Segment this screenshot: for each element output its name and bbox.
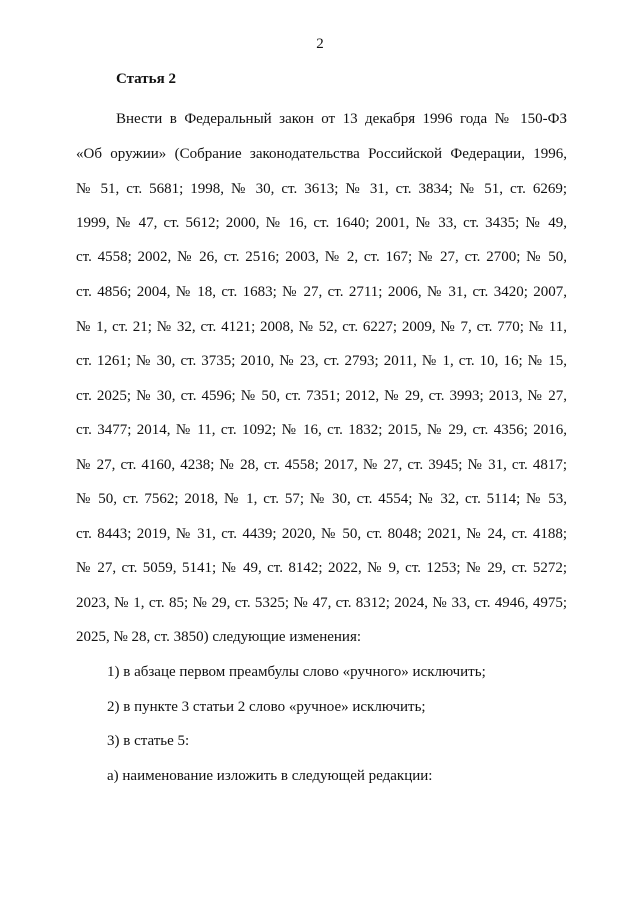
body-line: ст. 1261; № 30, ст. 3735; 2010, № 23, ст. 2793; 2011, № 1, ст. 10, 16; № 15, — [76, 353, 567, 369]
body-line: 1999, № 47, ст. 5612; 2000, № 16, ст. 1640; 2001, № 33, ст. 3435; № 49, — [76, 215, 567, 231]
body-line: ст. 8443; 2019, № 31, ст. 4439; 2020, № 50, ст. 8048; 2021, № 24, ст. 4188; — [76, 526, 567, 542]
list-item: 1) в абзаце первом преамбулы слово «ручного» исключить; — [107, 664, 486, 680]
body-line: «Об оружии» (Собрание законодательства Российской Федерации, 1996, — [76, 146, 567, 162]
list-item: 2) в пункте 3 статьи 2 слово «ручное» исключить; — [107, 699, 426, 715]
body-line: № 27, ст. 4160, 4238; № 28, ст. 4558; 2017, № 27, ст. 3945; № 31, ст. 4817; — [76, 457, 567, 473]
list-item: 3) в статье 5: — [107, 733, 190, 749]
body-line: 2023, № 1, ст. 85; № 29, ст. 5325; № 47, ст. 8312; 2024, № 33, ст. 4946, 4975; — [76, 595, 567, 611]
body-line: № 50, ст. 7562; 2018, № 1, ст. 57; № 30, ст. 4554; № 32, ст. 5114; № 53, — [76, 491, 567, 507]
body-line: Внести в Федеральный закон от 13 декабря 1996 года № 150-ФЗ — [116, 111, 567, 127]
body-line: № 1, ст. 21; № 32, ст. 4121; 2008, № 52, ст. 6227; 2009, № 7, ст. 770; № 11, — [76, 319, 567, 335]
body-line: 2025, № 28, ст. 3850) следующие изменения: — [76, 629, 362, 645]
article-title: Статья 2 — [116, 71, 176, 87]
body-line: № 27, ст. 5059, 5141; № 49, ст. 8142; 2022, № 9, ст. 1253; № 29, ст. 5272; — [76, 560, 567, 576]
body-line: ст. 4558; 2002, № 26, ст. 2516; 2003, № 2, ст. 167; № 27, ст. 2700; № 50, — [76, 249, 567, 265]
body-line: ст. 3477; 2014, № 11, ст. 1092; № 16, ст. 1832; 2015, № 29, ст. 4356; 2016, — [76, 422, 567, 438]
page-number: 2 — [316, 36, 324, 52]
body-line: № 51, ст. 5681; 1998, № 30, ст. 3613; № 31, ст. 3834; № 51, ст. 6269; — [76, 181, 567, 197]
body-line: ст. 4856; 2004, № 18, ст. 1683; № 27, ст. 2711; 2006, № 31, ст. 3420; 2007, — [76, 284, 567, 300]
body-line: ст. 2025; № 30, ст. 4596; № 50, ст. 7351; 2012, № 29, ст. 3993; 2013, № 27, — [76, 388, 567, 404]
list-item: а) наименование изложить в следующей редакции: — [107, 768, 433, 784]
